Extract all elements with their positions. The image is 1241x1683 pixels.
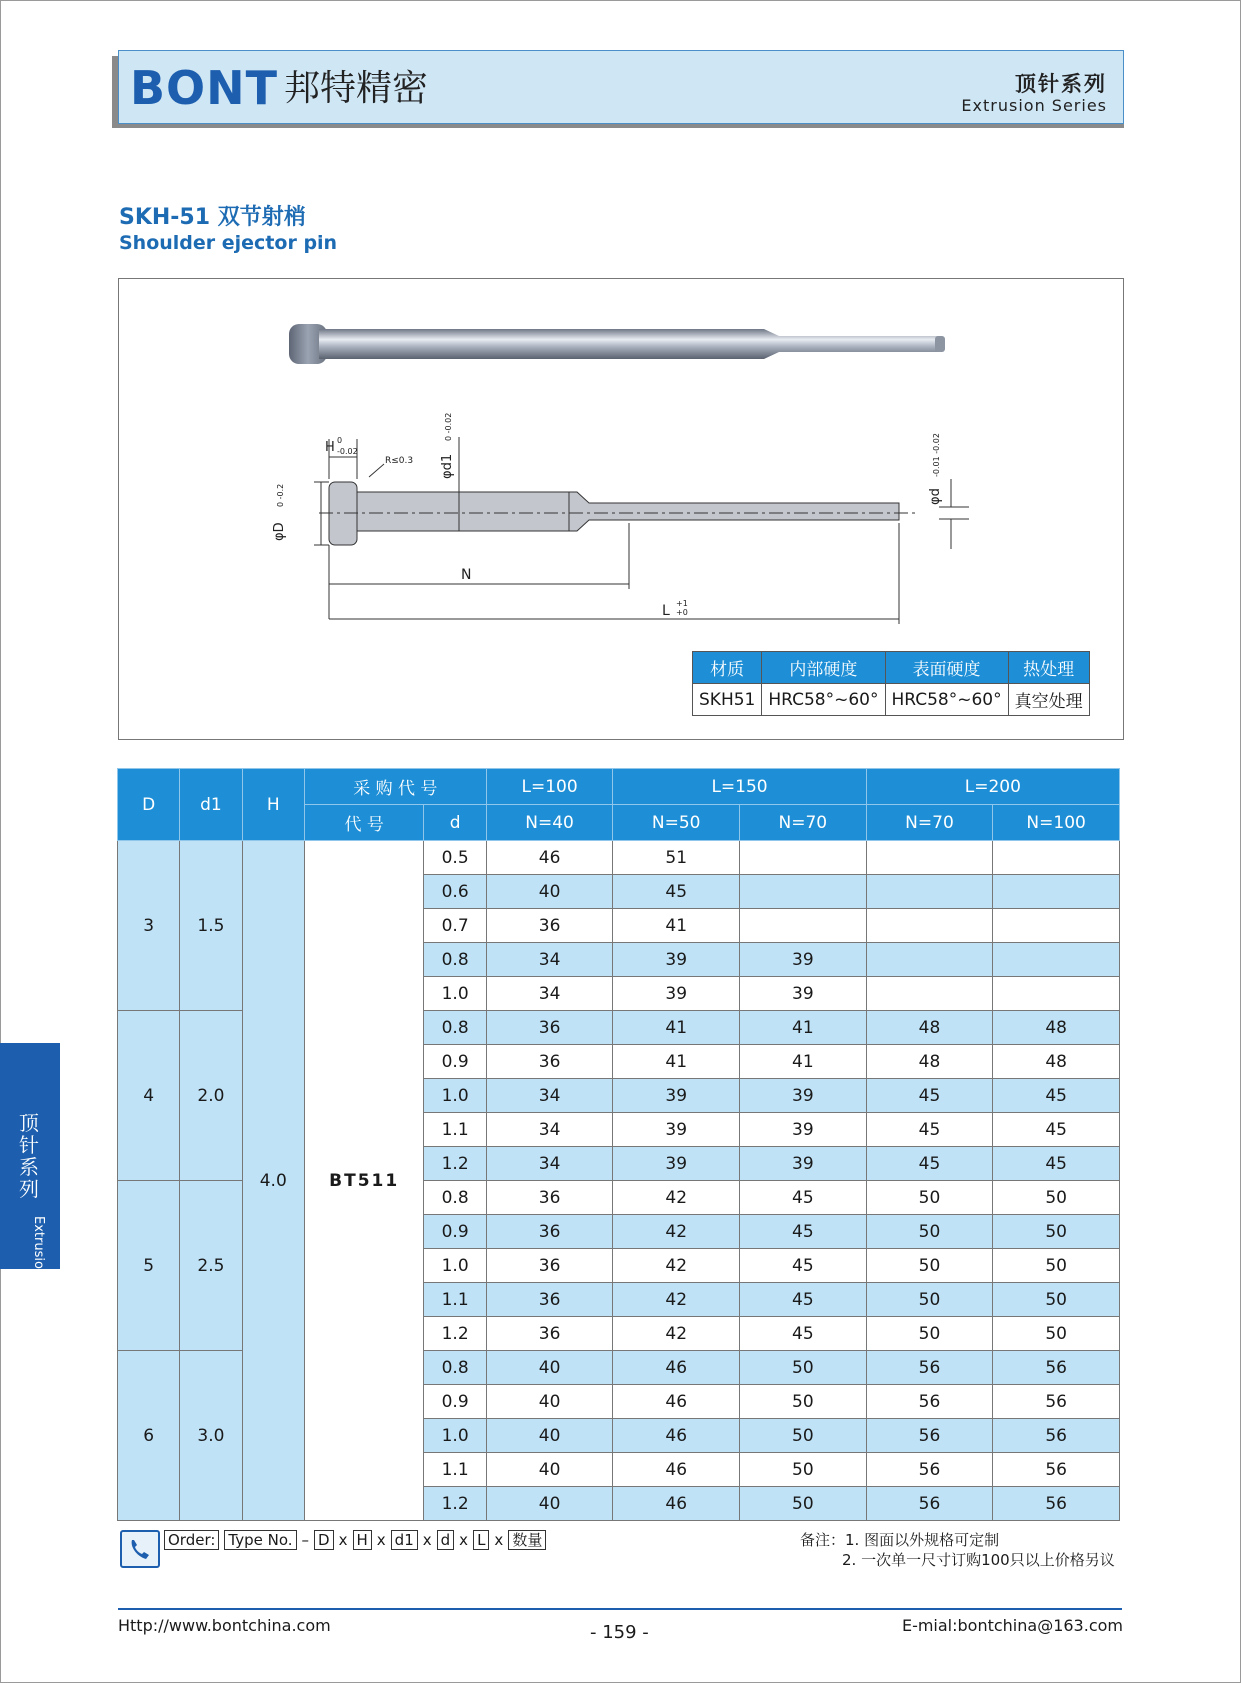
- phone-icon: [120, 1530, 160, 1568]
- col-header-code: 代 号: [304, 805, 424, 841]
- cell-price: 40: [486, 1487, 613, 1521]
- cell-price: [993, 977, 1120, 1011]
- cell-d: 1.1: [424, 1453, 486, 1487]
- cell-price: [740, 841, 867, 875]
- cell-price: 48: [993, 1045, 1120, 1079]
- cell-price: 36: [486, 1249, 613, 1283]
- cell-price: 40: [486, 1385, 613, 1419]
- order-field: 数量: [508, 1530, 546, 1550]
- cell-price: [740, 875, 867, 909]
- col-header-L150: L=150: [613, 769, 866, 805]
- core-hardness-header: 内部硬度: [762, 652, 885, 684]
- cell-price: 42: [613, 1215, 740, 1249]
- cell-d1: 2.0: [180, 1011, 242, 1181]
- cell-price: 50: [993, 1317, 1120, 1351]
- cell-price: [866, 909, 993, 943]
- cell-price: 56: [866, 1385, 993, 1419]
- cell-d: 0.9: [424, 1385, 486, 1419]
- dim-h-label: H: [325, 440, 335, 455]
- cell-price: 41: [613, 1011, 740, 1045]
- cell-d: 0.8: [424, 1011, 486, 1045]
- cell-price: 56: [993, 1419, 1120, 1453]
- cell-d: 1.1: [424, 1113, 486, 1147]
- product-title-cn: SKH-51 双节射梢: [119, 205, 306, 230]
- brand-logo: [130, 61, 429, 115]
- cell-price: 40: [486, 1453, 613, 1487]
- dim-n-label: N: [461, 567, 472, 583]
- cell-price: 50: [993, 1181, 1120, 1215]
- cell-price: 42: [613, 1283, 740, 1317]
- heat-treatment-header: 热处理: [1008, 652, 1089, 684]
- notes: [800, 1530, 1115, 1570]
- material-table: [692, 651, 1090, 716]
- order-separator: x: [494, 1531, 504, 1549]
- dim-D-tol: 0 -0.2: [276, 483, 285, 507]
- series-title-cn: 顶针系列: [1015, 72, 1107, 96]
- col-header-H: H: [242, 769, 304, 841]
- dim-h-tol-top: 0: [337, 436, 343, 445]
- series-title-en: Extrusion Series: [961, 96, 1107, 115]
- cell-d: 0.8: [424, 943, 486, 977]
- cell-price: 45: [740, 1215, 867, 1249]
- heat-treatment-value: 真空处理: [1008, 684, 1089, 716]
- cell-price: 56: [866, 1351, 993, 1385]
- cell-price: 39: [613, 977, 740, 1011]
- cell-price: 45: [866, 1113, 993, 1147]
- cell-price: 36: [486, 1181, 613, 1215]
- cell-D: 5: [118, 1181, 180, 1351]
- cell-d: 1.2: [424, 1487, 486, 1521]
- cell-price: 46: [486, 841, 613, 875]
- table-header-row-1: [118, 769, 1120, 805]
- cell-d: 0.6: [424, 875, 486, 909]
- cell-price: 56: [993, 1487, 1120, 1521]
- order-separator: x: [376, 1531, 386, 1549]
- cell-price: 42: [613, 1181, 740, 1215]
- cell-price: 50: [866, 1317, 993, 1351]
- cell-price: 42: [613, 1317, 740, 1351]
- col-header-N70: N=70: [740, 805, 867, 841]
- cell-price: 46: [613, 1385, 740, 1419]
- col-header-N40: N=40: [486, 805, 613, 841]
- cell-price: 40: [486, 1419, 613, 1453]
- col-header-D: D: [118, 769, 180, 841]
- cell-price: 46: [613, 1351, 740, 1385]
- dim-h-tol-bot: -0.02: [337, 447, 358, 456]
- cell-price: 39: [613, 1147, 740, 1181]
- cell-price: [866, 875, 993, 909]
- material-value: SKH51: [693, 684, 762, 716]
- order-field: d1: [391, 1530, 418, 1550]
- dim-d1-label: φd1: [440, 453, 455, 479]
- table-row: [118, 841, 1120, 875]
- cell-price: 45: [993, 1113, 1120, 1147]
- cell-price: 45: [993, 1079, 1120, 1113]
- cell-price: 42: [613, 1249, 740, 1283]
- pin-photo: [289, 324, 945, 364]
- col-header-N70: N=70: [866, 805, 993, 841]
- cell-price: 45: [866, 1147, 993, 1181]
- dim-l-label: L: [662, 603, 670, 619]
- cell-price: 56: [993, 1453, 1120, 1487]
- cell-d: 0.8: [424, 1181, 486, 1215]
- order-format: [164, 1530, 546, 1550]
- cell-price: 45: [740, 1249, 867, 1283]
- cell-d1: 2.5: [180, 1181, 242, 1351]
- cell-price: 45: [740, 1317, 867, 1351]
- order-field: D: [314, 1530, 334, 1550]
- surface-hardness-value: HRC58°~60°: [885, 684, 1008, 716]
- cell-D: 3: [118, 841, 180, 1011]
- surface-hardness-header: 表面硬度: [885, 652, 1008, 684]
- order-field: H: [353, 1530, 372, 1550]
- cell-price: 46: [613, 1419, 740, 1453]
- col-header-d: d: [424, 805, 486, 841]
- material-value-row: [693, 684, 1090, 716]
- logo-text: BONT: [130, 61, 279, 115]
- cell-price: 46: [613, 1453, 740, 1487]
- cell-price: 34: [486, 1113, 613, 1147]
- cell-price: [740, 909, 867, 943]
- cell-price: 36: [486, 1283, 613, 1317]
- cell-price: 50: [740, 1351, 867, 1385]
- col-header-N100: N=100: [993, 805, 1120, 841]
- cell-price: 51: [613, 841, 740, 875]
- cell-type-code: BT511: [304, 841, 424, 1521]
- order-label: Order:: [164, 1530, 219, 1550]
- cell-d: 1.1: [424, 1283, 486, 1317]
- cell-price: 40: [486, 1351, 613, 1385]
- dim-l-tol-top: +1: [676, 599, 688, 608]
- cell-d1: 1.5: [180, 841, 242, 1011]
- order-separator: –: [301, 1531, 310, 1549]
- cell-d: 0.9: [424, 1215, 486, 1249]
- cell-price: 39: [740, 1147, 867, 1181]
- cell-price: 45: [613, 875, 740, 909]
- col-header-L100: L=100: [486, 769, 613, 805]
- cell-price: 41: [613, 1045, 740, 1079]
- order-field: L: [473, 1530, 489, 1550]
- cell-d: 1.0: [424, 977, 486, 1011]
- cell-d: 0.8: [424, 1351, 486, 1385]
- product-title-en: Shoulder ejector pin: [119, 232, 338, 254]
- col-header-d1: d1: [180, 769, 242, 841]
- cell-price: 34: [486, 977, 613, 1011]
- cell-price: [866, 943, 993, 977]
- cell-price: 50: [866, 1249, 993, 1283]
- cell-price: 39: [740, 1079, 867, 1113]
- dim-d-tol: -0.01 -0.02: [932, 433, 941, 477]
- cell-d: 0.5: [424, 841, 486, 875]
- cell-price: 36: [486, 1215, 613, 1249]
- cell-price: 39: [613, 1079, 740, 1113]
- cell-price: 46: [613, 1487, 740, 1521]
- dim-r-label: R≤0.3: [385, 456, 414, 466]
- cell-price: 36: [486, 1045, 613, 1079]
- material-header: 材质: [693, 652, 762, 684]
- cell-price: [993, 875, 1120, 909]
- cell-price: 39: [613, 943, 740, 977]
- cell-price: 50: [740, 1385, 867, 1419]
- specification-table: [117, 768, 1120, 1521]
- cell-price: 36: [486, 909, 613, 943]
- cell-price: 56: [866, 1487, 993, 1521]
- cell-price: [866, 977, 993, 1011]
- table-body: [118, 841, 1120, 1521]
- cell-price: 48: [993, 1011, 1120, 1045]
- cell-price: 45: [993, 1147, 1120, 1181]
- cell-d: 0.9: [424, 1045, 486, 1079]
- cell-price: 39: [613, 1113, 740, 1147]
- note-line-1: 备注：1. 图面以外规格可定制: [800, 1531, 1000, 1549]
- side-tab-label-cn: 顶针系列: [19, 1111, 39, 1201]
- cell-d: 1.0: [424, 1419, 486, 1453]
- cell-price: 39: [740, 943, 867, 977]
- cell-price: 40: [486, 875, 613, 909]
- footer-email: E-mial:bontchina@163.com: [901, 1616, 1123, 1635]
- side-tab-label-en: Extrusion Series: [31, 1216, 46, 1322]
- cell-d1: 3.0: [180, 1351, 242, 1521]
- cell-price: 39: [740, 977, 867, 1011]
- cell-price: 45: [866, 1079, 993, 1113]
- order-field: d: [437, 1530, 455, 1550]
- cell-price: 36: [486, 1317, 613, 1351]
- cell-price: 50: [740, 1419, 867, 1453]
- cell-d: 1.0: [424, 1079, 486, 1113]
- dim-D-label: φD: [272, 522, 287, 541]
- cell-price: 48: [866, 1045, 993, 1079]
- cell-price: 36: [486, 1011, 613, 1045]
- cell-d: 1.2: [424, 1147, 486, 1181]
- cell-price: 56: [993, 1385, 1120, 1419]
- footer-website: Http://www.bontchina.com: [118, 1616, 331, 1635]
- cell-D: 4: [118, 1011, 180, 1181]
- cell-price: 45: [740, 1181, 867, 1215]
- cell-price: [993, 841, 1120, 875]
- dim-d1-tol: 0 -0.02: [444, 412, 453, 441]
- page-number: - 159 -: [590, 1622, 649, 1643]
- cell-price: 39: [740, 1113, 867, 1147]
- cell-price: 50: [866, 1215, 993, 1249]
- footer-divider: [118, 1608, 1122, 1610]
- note-line-2: 2. 一次单一尺寸订购100只以上价格另议: [842, 1551, 1115, 1569]
- cell-price: [993, 909, 1120, 943]
- order-separator: x: [459, 1531, 469, 1549]
- cell-price: 50: [993, 1249, 1120, 1283]
- cell-price: 41: [740, 1011, 867, 1045]
- cell-D: 6: [118, 1351, 180, 1521]
- cell-price: 50: [866, 1283, 993, 1317]
- cell-price: 50: [740, 1453, 867, 1487]
- cell-d: 1.2: [424, 1317, 486, 1351]
- cell-price: [866, 841, 993, 875]
- cell-price: 45: [740, 1283, 867, 1317]
- order-separator: x: [422, 1531, 432, 1549]
- dim-l-tol-bot: +0: [676, 608, 688, 617]
- cell-price: 34: [486, 1147, 613, 1181]
- cell-H: 4.0: [242, 841, 304, 1521]
- material-header-row: [693, 652, 1090, 684]
- cell-price: 50: [866, 1181, 993, 1215]
- col-header-purchase-code: 采 购 代 号: [304, 769, 486, 805]
- cell-price: 34: [486, 943, 613, 977]
- order-field: Type No.: [224, 1530, 296, 1550]
- core-hardness-value: HRC58°~60°: [762, 684, 885, 716]
- cell-price: 50: [993, 1283, 1120, 1317]
- cell-price: [993, 943, 1120, 977]
- cell-price: 48: [866, 1011, 993, 1045]
- cell-d: 1.0: [424, 1249, 486, 1283]
- cell-price: 56: [866, 1453, 993, 1487]
- col-header-N50: N=50: [613, 805, 740, 841]
- cell-price: 50: [740, 1487, 867, 1521]
- cell-price: 56: [993, 1351, 1120, 1385]
- col-header-L200: L=200: [866, 769, 1119, 805]
- cell-price: 50: [993, 1215, 1120, 1249]
- dim-d-label: φd: [928, 488, 943, 505]
- order-separator: x: [338, 1531, 348, 1549]
- brand-name-cn: 邦特精密: [284, 68, 429, 109]
- cell-price: 41: [613, 909, 740, 943]
- cell-price: 56: [866, 1419, 993, 1453]
- cell-d: 0.7: [424, 909, 486, 943]
- cell-price: 41: [740, 1045, 867, 1079]
- cell-price: 34: [486, 1079, 613, 1113]
